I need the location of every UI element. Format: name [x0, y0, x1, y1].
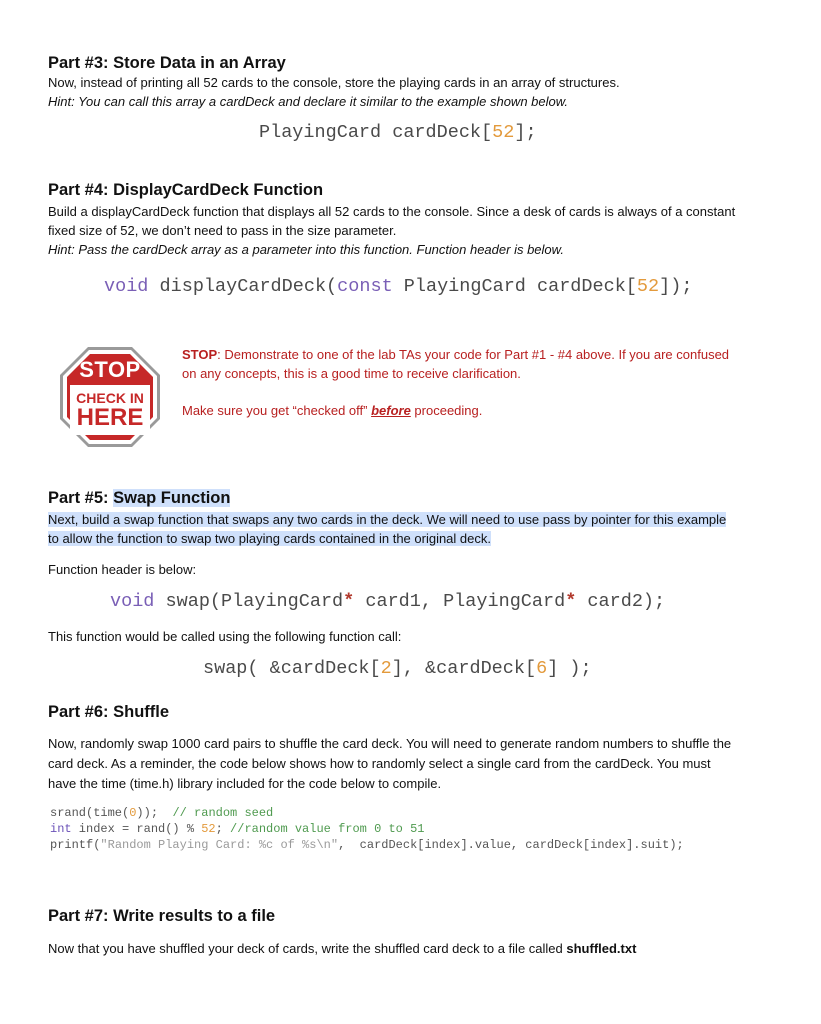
- part5-call-code: swap( &cardDeck[2], &cardDeck[6] );: [203, 658, 592, 679]
- part5-heading: Part #5: Swap Function: [48, 489, 231, 507]
- part6-text-1: Now, randomly swap 1000 card pairs to shuffle the card deck. You will need to generate random numbers to shuffle the: [48, 736, 732, 751]
- part6-text-3: have the time (time.h) library included for the code below to compile.: [48, 776, 442, 791]
- part5-code: void swap(PlayingCard* card1, PlayingCard* card2);: [110, 591, 666, 612]
- stop-text-1: STOP: Demonstrate to one of the lab TAs your code for Part #1 - #4 above. If you are confused: [182, 347, 730, 362]
- part7-heading: Part #7: Write results to a file: [48, 907, 276, 925]
- part4-text-1: Build a displayCardDeck function that displays all 52 cards to the console. Since a desk of cards is always of a constant: [48, 204, 736, 219]
- part3-hint: Hint: You can call this array a cardDeck and declare it similar to the example shown below.: [48, 94, 569, 109]
- part4-hint: Hint: Pass the cardDeck array as a parameter into this function. Function header is below.: [48, 242, 564, 257]
- stop-sign-top-text: STOP: [79, 357, 141, 382]
- stop-text-3: Make sure you get “checked off” before proceeding.: [182, 403, 483, 418]
- part4-code: void displayCardDeck(const PlayingCard cardDeck[52]);: [104, 276, 693, 297]
- part7-text: Now that you have shuffled your deck of cards, write the shuffled card deck to a file called shuffled.txt: [48, 941, 637, 956]
- part6-text-2: card deck. As a reminder, the code below shows how to randomly select a single card from the cardDeck. You must: [48, 756, 711, 771]
- part5-call-label: This function would be called using the following function call:: [48, 629, 402, 644]
- part6-code-line-2: int index = rand() % 52; //random value from 0 to 51: [50, 822, 425, 836]
- stop-sign-icon: [58, 345, 162, 449]
- part3-code: PlayingCard cardDeck[52];: [259, 122, 537, 143]
- part3-heading: Part #3: Store Data in an Array: [48, 54, 286, 72]
- part5-text-2: to allow the function to swap two playing cards contained in the original deck.: [48, 531, 491, 546]
- stop-sign-mid-text: CHECK IN: [76, 390, 144, 406]
- part6-code-line-1: srand(time(0)); // random seed: [50, 806, 274, 820]
- part4-heading: Part #4: DisplayCardDeck Function: [48, 181, 324, 199]
- part6-heading: Part #6: Shuffle: [48, 703, 170, 721]
- part6-code-line-3: printf("Random Playing Card: %c of %s\n", cardDeck[index].value, cardDeck[index].suit);: [50, 838, 684, 852]
- part3-text: Now, instead of printing all 52 cards to the console, store the playing cards in an array of structures.: [48, 75, 620, 90]
- part5-text-1: Next, build a swap function that swaps any two cards in the deck. We will need to use pass by pointer for this example: [48, 512, 727, 527]
- stop-text-2: on any concepts, this is a good time to receive clarification.: [182, 366, 521, 381]
- part4-text-2: fixed size of 52, we don’t need to pass in the size parameter.: [48, 223, 397, 238]
- stop-sign-bottom-text: HERE: [76, 404, 144, 431]
- part5-header-label: Function header is below:: [48, 562, 197, 577]
